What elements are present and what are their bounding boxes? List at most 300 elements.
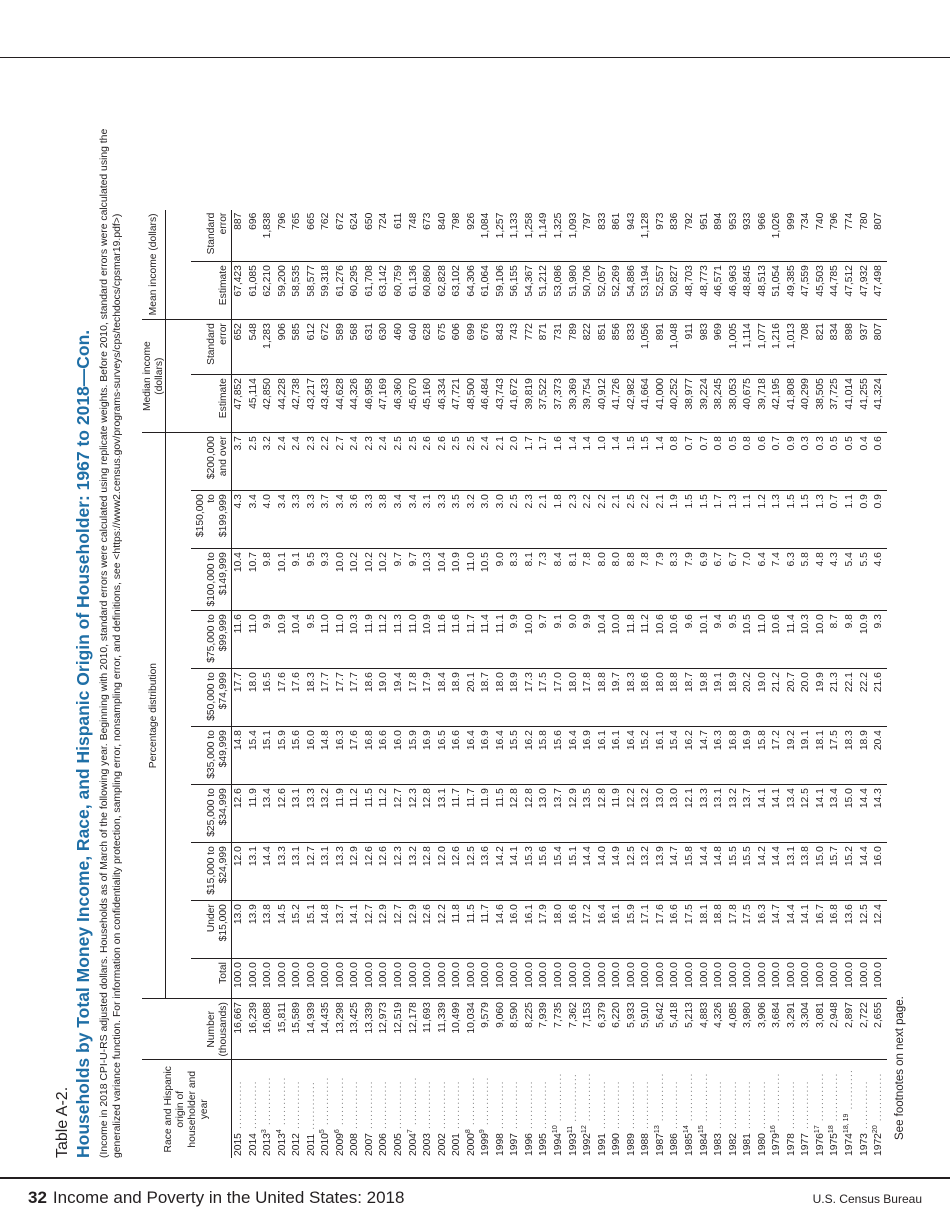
cell-median-se: 807 bbox=[872, 320, 887, 375]
cell-median-se: 652 bbox=[232, 320, 247, 375]
row-year: 2009 bbox=[334, 1133, 346, 1156]
cell-percent: 10.9 bbox=[858, 611, 873, 669]
cell-percent: 7.8 bbox=[639, 549, 654, 611]
cell-total: 100.0 bbox=[596, 959, 611, 999]
row-footnote-marker: 10 bbox=[552, 1125, 560, 1134]
cell-percent: 11.7 bbox=[450, 785, 465, 843]
cell-percent: 10.2 bbox=[377, 549, 392, 611]
cell-percent: 13.6 bbox=[479, 843, 494, 901]
cell-mean-estimate: 50,706 bbox=[581, 262, 596, 320]
cell-percent: 0.5 bbox=[843, 433, 858, 491]
cell-total: 100.0 bbox=[494, 959, 509, 999]
cell-median-se: 460 bbox=[392, 320, 407, 375]
cell-mean-se: 740 bbox=[814, 210, 829, 262]
cell-median-se: 675 bbox=[436, 320, 451, 375]
cell-percent: 12.9 bbox=[407, 901, 422, 959]
cell-mean-estimate: 46,963 bbox=[727, 262, 742, 320]
cell-percent: 17.7 bbox=[232, 669, 247, 727]
cell-mean-se: 796 bbox=[828, 210, 843, 262]
cell-percent: 16.3 bbox=[712, 727, 727, 785]
row-year-cell bbox=[450, 1060, 465, 1158]
row-year: 2000 bbox=[465, 1133, 477, 1156]
cell-percent: 2.2 bbox=[581, 491, 596, 549]
leader-dots: ............ bbox=[538, 1080, 550, 1134]
cell-percent: 18.3 bbox=[843, 727, 858, 785]
table-row bbox=[465, 210, 480, 1158]
cell-percent: 16.6 bbox=[567, 901, 582, 959]
cell-percent: 1.7 bbox=[537, 433, 552, 491]
cell-percent: 10.2 bbox=[363, 549, 378, 611]
cell-percent: 9.7 bbox=[537, 611, 552, 669]
cell-percent: 1.1 bbox=[843, 491, 858, 549]
cell-percent: 10.6 bbox=[654, 611, 669, 669]
row-year: 2006 bbox=[378, 1133, 390, 1156]
cell-percent: 15.2 bbox=[639, 727, 654, 785]
cell-percent: 14.3 bbox=[872, 785, 887, 843]
cell-percent: 11.6 bbox=[232, 611, 247, 669]
cell-percent: 18.9 bbox=[858, 727, 873, 785]
cell-percent: 2.5 bbox=[508, 491, 523, 549]
cell-median-estimate: 41,014 bbox=[843, 375, 858, 433]
cell-percent: 11.5 bbox=[465, 901, 480, 959]
cell-mean-se: 734 bbox=[799, 210, 814, 262]
table-label: Table A-2. bbox=[54, 1086, 71, 1158]
cell-percent: 11.9 bbox=[363, 611, 378, 669]
cell-percent: 16.4 bbox=[567, 727, 582, 785]
leader-dots: ............ bbox=[363, 1080, 375, 1134]
cell-percent: 7.0 bbox=[741, 549, 756, 611]
footer-agency: U.S. Census Bureau bbox=[812, 1192, 922, 1206]
table-row bbox=[334, 210, 349, 1158]
cell-percent: 11.2 bbox=[639, 611, 654, 669]
cell-percent: 1.5 bbox=[683, 491, 698, 549]
cell-percent: 10.9 bbox=[276, 611, 291, 669]
footer-publication bbox=[28, 1188, 404, 1208]
row-year: 2015 bbox=[233, 1133, 244, 1156]
cell-percent: 14.1 bbox=[799, 901, 814, 959]
cell-percent: 1.4 bbox=[567, 433, 582, 491]
cell-percent: 2.5 bbox=[247, 433, 262, 491]
cell-mean-estimate: 52,057 bbox=[596, 262, 611, 320]
cell-percent: 14.4 bbox=[581, 843, 596, 901]
leader-dots: ............ bbox=[494, 1080, 506, 1134]
cell-percent: 19.0 bbox=[377, 669, 392, 727]
row-year-cell bbox=[508, 1060, 523, 1158]
cell-percent: 13.0 bbox=[232, 901, 247, 959]
cell-percent: 3.0 bbox=[494, 491, 509, 549]
row-year: 2013 bbox=[262, 1133, 274, 1156]
cell-percent: 15.9 bbox=[407, 727, 422, 785]
cell-mean-estimate: 63,102 bbox=[450, 262, 465, 320]
cell-percent: 15.7 bbox=[828, 843, 843, 901]
row-footnote-marker: 8 bbox=[464, 1129, 472, 1134]
row-year-cell bbox=[436, 1060, 451, 1158]
cell-median-estimate: 43,743 bbox=[494, 375, 509, 433]
cell-total: 100.0 bbox=[567, 959, 582, 999]
cell-percent: 13.0 bbox=[668, 785, 683, 843]
cell-percent: 18.1 bbox=[814, 727, 829, 785]
cell-total: 100.0 bbox=[814, 959, 829, 999]
cell-percent: 13.9 bbox=[247, 901, 262, 959]
cell-percent: 1.4 bbox=[610, 433, 625, 491]
row-year-cell bbox=[843, 1060, 858, 1158]
cell-mean-estimate: 53,086 bbox=[552, 262, 567, 320]
cell-percent: 12.7 bbox=[363, 901, 378, 959]
cell-percent: 17.5 bbox=[683, 901, 698, 959]
row-year-cell bbox=[247, 1060, 262, 1158]
cell-percent: 7.3 bbox=[537, 549, 552, 611]
cell-median-estimate: 38,505 bbox=[814, 375, 829, 433]
cell-percent: 17.5 bbox=[741, 901, 756, 959]
cell-mean-estimate: 61,064 bbox=[479, 262, 494, 320]
row-year: 2002 bbox=[436, 1133, 448, 1156]
cell-percent: 1.2 bbox=[756, 491, 771, 549]
cell-percent: 3.2 bbox=[465, 491, 480, 549]
row-year-cell bbox=[741, 1060, 756, 1158]
rotated-page-content bbox=[52, 54, 950, 1158]
cell-percent: 13.2 bbox=[319, 785, 334, 843]
cell-total: 100.0 bbox=[698, 959, 713, 999]
cell-percent: 0.8 bbox=[712, 433, 727, 491]
cell-percent: 9.4 bbox=[712, 611, 727, 669]
cell-percent: 14.8 bbox=[712, 843, 727, 901]
cell-percent: 15.6 bbox=[290, 727, 305, 785]
table-row bbox=[785, 210, 800, 1158]
leader-dots: ............ bbox=[654, 1072, 666, 1126]
row-year-cell bbox=[770, 1060, 785, 1158]
leader-dots: ............ bbox=[829, 1072, 841, 1126]
cell-percent: 17.6 bbox=[348, 727, 363, 785]
cell-percent: 10.9 bbox=[450, 549, 465, 611]
cell-mean-estimate: 62,210 bbox=[261, 262, 276, 320]
cell-percent: 3.2 bbox=[261, 433, 276, 491]
table-row bbox=[639, 210, 654, 1158]
header-median-estimate: Estimate bbox=[191, 375, 232, 433]
row-year: 1974 bbox=[843, 1133, 855, 1156]
table-row bbox=[305, 210, 320, 1158]
row-year-cell bbox=[668, 1060, 683, 1158]
leader-dots: .......... bbox=[843, 1068, 855, 1114]
row-year: 1998 bbox=[494, 1133, 506, 1156]
cell-percent: 14.8 bbox=[319, 901, 334, 959]
cell-mean-estimate: 53,194 bbox=[639, 262, 654, 320]
header-200000-and-over: $200,000 and over bbox=[191, 433, 232, 491]
leader-dots: ............ bbox=[596, 1080, 608, 1134]
cell-percent: 13.2 bbox=[639, 843, 654, 901]
cell-mean-se: 999 bbox=[785, 210, 800, 262]
cell-mean-se: 840 bbox=[436, 210, 451, 262]
cell-percent: 1.4 bbox=[581, 433, 596, 491]
cell-percent: 3.3 bbox=[363, 491, 378, 549]
cell-percent: 13.3 bbox=[698, 785, 713, 843]
cell-median-estimate: 41,255 bbox=[858, 375, 873, 433]
cell-percent: 16.8 bbox=[363, 727, 378, 785]
cell-percent: 18.9 bbox=[508, 669, 523, 727]
leader-dots: ............ bbox=[698, 1072, 710, 1126]
cell-percent: 15.5 bbox=[741, 843, 756, 901]
cell-percent: 16.3 bbox=[334, 727, 349, 785]
row-year: 1986 bbox=[669, 1133, 681, 1156]
cell-percent: 14.8 bbox=[319, 727, 334, 785]
cell-percent: 16.1 bbox=[610, 901, 625, 959]
cell-percent: 14.4 bbox=[785, 901, 800, 959]
row-year-cell bbox=[654, 1060, 669, 1158]
cell-mean-estimate: 51,054 bbox=[770, 262, 785, 320]
cell-percent: 12.2 bbox=[436, 901, 451, 959]
cell-percent: 19.7 bbox=[610, 669, 625, 727]
cell-percent: 19.1 bbox=[799, 727, 814, 785]
table-row bbox=[276, 210, 291, 1158]
cell-percent: 1.5 bbox=[785, 491, 800, 549]
table-row bbox=[828, 210, 843, 1158]
cell-percent: 0.6 bbox=[756, 433, 771, 491]
row-year: 1997 bbox=[509, 1133, 521, 1156]
cell-percent: 16.9 bbox=[741, 727, 756, 785]
table-row bbox=[261, 210, 276, 1158]
cell-percent: 17.2 bbox=[581, 901, 596, 959]
cell-total: 100.0 bbox=[552, 959, 567, 999]
cell-percent: 16.5 bbox=[261, 669, 276, 727]
cell-percent: 16.9 bbox=[421, 727, 436, 785]
cell-percent: 0.8 bbox=[668, 433, 683, 491]
cell-percent: 11.9 bbox=[247, 785, 262, 843]
cell-percent: 12.0 bbox=[232, 843, 247, 901]
table-row bbox=[348, 210, 363, 1158]
table-row bbox=[858, 210, 873, 1158]
cell-total: 100.0 bbox=[348, 959, 363, 999]
cell-percent: 16.4 bbox=[494, 727, 509, 785]
cell-percent: 11.7 bbox=[465, 785, 480, 843]
cell-percent: 12.8 bbox=[508, 785, 523, 843]
cell-percent: 10.9 bbox=[421, 611, 436, 669]
cell-percent: 15.9 bbox=[276, 727, 291, 785]
cell-mean-estimate: 58,577 bbox=[305, 262, 320, 320]
row-year-cell bbox=[334, 1060, 349, 1158]
cell-percent: 1.7 bbox=[712, 491, 727, 549]
row-year-cell bbox=[465, 1060, 480, 1158]
cell-percent: 16.1 bbox=[596, 727, 611, 785]
table-row bbox=[581, 210, 596, 1158]
cell-percent: 11.9 bbox=[334, 785, 349, 843]
cell-percent: 13.4 bbox=[261, 785, 276, 843]
cell-percent: 3.3 bbox=[436, 491, 451, 549]
cell-percent: 2.3 bbox=[305, 433, 320, 491]
cell-percent: 7.8 bbox=[581, 549, 596, 611]
cell-percent: 2.4 bbox=[377, 433, 392, 491]
cell-mean-se: 650 bbox=[363, 210, 378, 262]
cell-total: 100.0 bbox=[290, 959, 305, 999]
header-row-groups bbox=[142, 210, 166, 1158]
table-row bbox=[377, 210, 392, 1158]
cell-percent: 9.5 bbox=[305, 611, 320, 669]
cell-percent: 1.9 bbox=[668, 491, 683, 549]
row-year: 2003 bbox=[422, 1133, 434, 1156]
cell-percent: 20.1 bbox=[465, 669, 480, 727]
cell-median-estimate: 46,484 bbox=[479, 375, 494, 433]
row-year-cell bbox=[596, 1060, 611, 1158]
cell-mean-se: 1,084 bbox=[479, 210, 494, 262]
cell-mean-se: 796 bbox=[276, 210, 291, 262]
cell-percent: 18.9 bbox=[450, 669, 465, 727]
cell-percent: 3.1 bbox=[421, 491, 436, 549]
table-row bbox=[290, 210, 305, 1158]
cell-percent: 13.4 bbox=[785, 785, 800, 843]
cell-percent: 2.3 bbox=[567, 491, 582, 549]
cell-median-estimate: 42,738 bbox=[290, 375, 305, 433]
row-footnote-marker: 13 bbox=[653, 1125, 661, 1134]
cell-percent: 12.6 bbox=[363, 843, 378, 901]
cell-median-se: 906 bbox=[276, 320, 291, 375]
cell-median-se: 731 bbox=[552, 320, 567, 375]
cell-percent: 2.4 bbox=[348, 433, 363, 491]
table-row bbox=[712, 210, 727, 1158]
cell-percent: 2.5 bbox=[407, 433, 422, 491]
row-footnote-marker: 12 bbox=[581, 1125, 589, 1134]
cell-mean-estimate: 45,503 bbox=[814, 262, 829, 320]
cell-mean-estimate: 61,136 bbox=[407, 262, 422, 320]
cell-mean-estimate: 63,142 bbox=[377, 262, 392, 320]
cell-percent: 18.0 bbox=[567, 669, 582, 727]
cell-mean-estimate: 61,085 bbox=[247, 262, 262, 320]
cell-percent: 8.3 bbox=[668, 549, 683, 611]
cell-percent: 1.5 bbox=[799, 491, 814, 549]
cell-percent: 3.4 bbox=[334, 491, 349, 549]
cell-percent: 15.1 bbox=[305, 901, 320, 959]
cell-percent: 9.0 bbox=[494, 549, 509, 611]
table-row bbox=[232, 210, 247, 1158]
cell-mean-estimate: 62,828 bbox=[436, 262, 451, 320]
leader-dots: ............ bbox=[422, 1080, 434, 1134]
cell-mean-se: 943 bbox=[625, 210, 640, 262]
cell-percent: 15.4 bbox=[668, 727, 683, 785]
row-year: 2001 bbox=[451, 1133, 463, 1156]
cell-number: 6,220 bbox=[610, 999, 625, 1060]
cell-percent: 0.8 bbox=[741, 433, 756, 491]
cell-percent: 5.5 bbox=[858, 549, 873, 611]
row-year-cell bbox=[581, 1060, 596, 1158]
cell-number: 2,655 bbox=[872, 999, 887, 1060]
cell-percent: 14.4 bbox=[858, 843, 873, 901]
cell-mean-se: 836 bbox=[668, 210, 683, 262]
row-year: 1985 bbox=[683, 1133, 695, 1156]
table-row bbox=[799, 210, 814, 1158]
table-row bbox=[668, 210, 683, 1158]
cell-percent: 8.1 bbox=[523, 549, 538, 611]
cell-percent: 1.3 bbox=[814, 491, 829, 549]
cell-total: 100.0 bbox=[858, 959, 873, 999]
cell-number: 3,081 bbox=[814, 999, 829, 1060]
cell-percent: 11.8 bbox=[450, 901, 465, 959]
header-mean-income: Mean income (dollars) bbox=[142, 210, 166, 320]
cell-percent: 13.1 bbox=[290, 785, 305, 843]
cell-percent: 16.0 bbox=[872, 843, 887, 901]
header-percentage-distribution: Percentage distribution bbox=[142, 433, 166, 999]
cell-median-se: 1,077 bbox=[756, 320, 771, 375]
cell-number: 5,213 bbox=[683, 999, 698, 1060]
cell-number: 15,589 bbox=[290, 999, 305, 1060]
cell-median-estimate: 39,369 bbox=[567, 375, 582, 433]
cell-median-se: 834 bbox=[828, 320, 843, 375]
cell-mean-estimate: 61,708 bbox=[363, 262, 378, 320]
cell-percent: 16.3 bbox=[756, 901, 771, 959]
cell-number: 8,590 bbox=[508, 999, 523, 1060]
cell-mean-estimate: 64,306 bbox=[465, 262, 480, 320]
cell-mean-se: 966 bbox=[756, 210, 771, 262]
cell-percent: 15.1 bbox=[261, 727, 276, 785]
cell-total: 100.0 bbox=[523, 959, 538, 999]
cell-percent: 16.6 bbox=[377, 727, 392, 785]
header-mean-standard-error: Standard error bbox=[191, 210, 232, 262]
cell-median-se: 822 bbox=[581, 320, 596, 375]
leader-dots: ............ bbox=[480, 1076, 492, 1130]
cell-mean-se: 672 bbox=[334, 210, 349, 262]
cell-percent: 10.7 bbox=[247, 549, 262, 611]
cell-median-estimate: 37,373 bbox=[552, 375, 567, 433]
cell-percent: 13.3 bbox=[276, 843, 291, 901]
cell-percent: 2.3 bbox=[363, 433, 378, 491]
cell-percent: 17.3 bbox=[523, 669, 538, 727]
cell-percent: 12.2 bbox=[625, 785, 640, 843]
cell-percent: 10.4 bbox=[232, 549, 247, 611]
cell-percent: 16.6 bbox=[668, 901, 683, 959]
cell-median-se: 871 bbox=[537, 320, 552, 375]
cell-percent: 3.5 bbox=[450, 491, 465, 549]
cell-percent: 7.9 bbox=[654, 549, 669, 611]
cell-percent: 3.3 bbox=[290, 491, 305, 549]
cell-percent: 2.2 bbox=[639, 491, 654, 549]
cell-mean-se: 673 bbox=[421, 210, 436, 262]
cell-total: 100.0 bbox=[261, 959, 276, 999]
cell-total: 100.0 bbox=[407, 959, 422, 999]
cell-percent: 2.5 bbox=[392, 433, 407, 491]
cell-percent: 14.7 bbox=[668, 843, 683, 901]
cell-percent: 13.7 bbox=[552, 785, 567, 843]
cell-percent: 1.8 bbox=[552, 491, 567, 549]
cell-percent: 11.0 bbox=[334, 611, 349, 669]
cell-percent: 12.9 bbox=[377, 901, 392, 959]
cell-percent: 9.9 bbox=[508, 611, 523, 669]
cell-percent: 16.5 bbox=[436, 727, 451, 785]
row-year-cell bbox=[727, 1060, 742, 1158]
table-row bbox=[567, 210, 582, 1158]
cell-percent: 8.7 bbox=[828, 611, 843, 669]
cell-median-estimate: 39,754 bbox=[581, 375, 596, 433]
cell-number: 2,722 bbox=[858, 999, 873, 1060]
cell-percent: 15.8 bbox=[756, 727, 771, 785]
cell-number: 8,225 bbox=[523, 999, 538, 1060]
cell-percent: 12.8 bbox=[421, 843, 436, 901]
cell-mean-estimate: 60,759 bbox=[392, 262, 407, 320]
header-median-income: Median income (dollars) bbox=[142, 320, 166, 433]
leader-dots: ............ bbox=[291, 1080, 303, 1134]
cell-percent: 10.1 bbox=[698, 611, 713, 669]
cell-number: 3,980 bbox=[741, 999, 756, 1060]
cell-percent: 14.1 bbox=[814, 785, 829, 843]
table-row bbox=[319, 210, 334, 1158]
cell-number: 14,435 bbox=[319, 999, 334, 1060]
header-under-15000: Under $15,000 bbox=[191, 901, 232, 959]
cell-median-estimate: 48,500 bbox=[465, 375, 480, 433]
row-year-cell bbox=[319, 1060, 334, 1158]
cell-mean-estimate: 54,886 bbox=[625, 262, 640, 320]
cell-percent: 3.7 bbox=[319, 491, 334, 549]
cell-percent: 9.3 bbox=[319, 549, 334, 611]
row-year: 1987 bbox=[654, 1133, 666, 1156]
row-year-cell bbox=[305, 1060, 320, 1158]
cell-number: 5,642 bbox=[654, 999, 669, 1060]
row-year: 1983 bbox=[713, 1133, 725, 1156]
cell-percent: 14.2 bbox=[756, 843, 771, 901]
